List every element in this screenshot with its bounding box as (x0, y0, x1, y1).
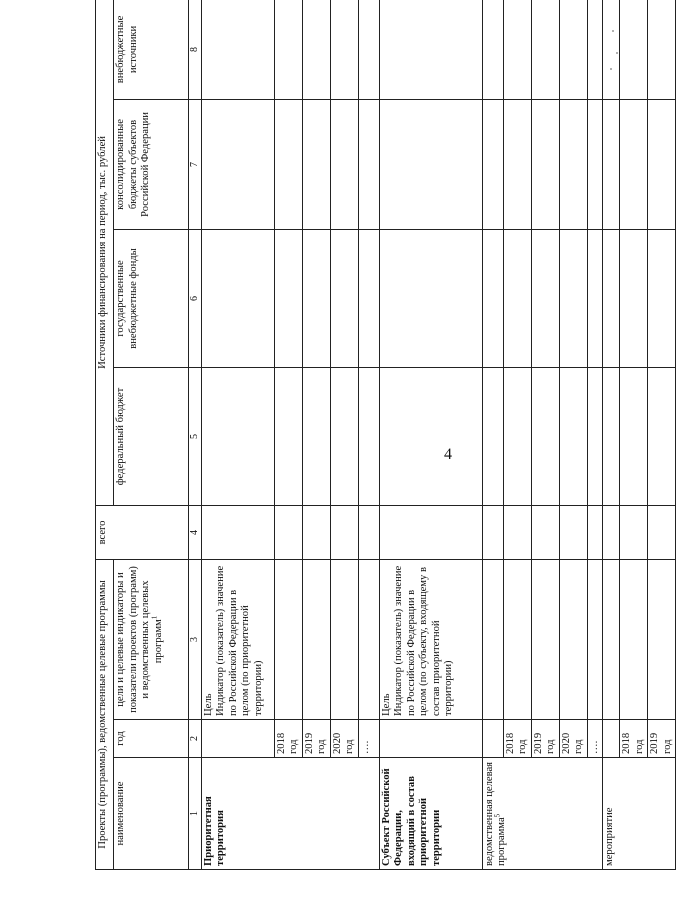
row-program-name (482, 758, 603, 870)
column-number: 5 (189, 367, 202, 505)
table-cell (531, 367, 559, 505)
table-cell (379, 229, 482, 367)
table-cell (358, 367, 379, 505)
table-cell (603, 367, 620, 505)
table-cell (201, 367, 274, 505)
table-cell (201, 0, 274, 99)
year-cell: 2018 год (274, 720, 302, 758)
table-cell (379, 0, 482, 99)
table-cell (531, 505, 559, 559)
year-cell: 2019 год (302, 720, 330, 758)
table-cell (330, 0, 358, 99)
column-number: 4 (189, 505, 202, 559)
table-cell (587, 229, 603, 367)
year-cell: 2018 год (620, 720, 648, 758)
table-cell (358, 559, 379, 719)
table-cell (559, 367, 587, 505)
table-cell (531, 0, 559, 99)
table-cell (603, 505, 620, 559)
header-group-sources: Источники финансирования на период, тыс. рублей (96, 0, 114, 505)
table-cell (379, 505, 482, 559)
table-cell (603, 0, 620, 99)
table-cell (620, 367, 648, 505)
table-cell (503, 505, 531, 559)
column-number: 1 (189, 758, 202, 870)
header-goals-text: цели и целевые индикаторы и показатели проектов (программ) и ведомственных целевых программ (115, 566, 164, 713)
footnote-marker: 1 (149, 615, 158, 620)
row-territory-goal (201, 559, 274, 719)
table-cell (559, 505, 587, 559)
table-cell (201, 720, 274, 758)
table-cell (587, 99, 603, 229)
table-cell (603, 229, 620, 367)
table-cell (358, 505, 379, 559)
header-extra: внебюджетные источники (114, 0, 189, 99)
table-cell (559, 0, 587, 99)
table-cell (302, 229, 330, 367)
table-cell (302, 505, 330, 559)
table-cell (587, 505, 603, 559)
financing-table (95, 0, 676, 870)
table-cell (379, 720, 482, 758)
table-cell (302, 559, 330, 719)
goal-label: Цель (380, 693, 392, 716)
goal-text: Индикатор (показатель) значение по Российской Федерации в целом (по приоритетной территории) (215, 565, 264, 716)
table-cell (302, 367, 330, 505)
table-cell (648, 99, 676, 229)
table-cell (648, 505, 676, 559)
table-cell (201, 99, 274, 229)
table-cell (358, 229, 379, 367)
year-cell: …. (587, 720, 603, 758)
table-cell (482, 559, 503, 719)
table-cell (274, 367, 302, 505)
header-goals (114, 559, 189, 719)
table-cell (648, 367, 676, 505)
goal-label: Цель (202, 693, 214, 716)
goal-text: Индикатор (показатель) значение по Российской Федерации в целом (по субъекту, входящему в состав приоритетной территории) (393, 565, 455, 716)
table-cell (587, 367, 603, 505)
table-cell (603, 559, 620, 719)
row-measure-name: мероприятие (603, 758, 676, 870)
rotated-table-wrapper (95, 0, 673, 870)
table-cell (503, 559, 531, 719)
column-number: 8 (189, 0, 202, 99)
column-number: 3 (189, 559, 202, 719)
table-cell (620, 99, 648, 229)
table-cell (482, 229, 503, 367)
table-cell (503, 229, 531, 367)
year-cell: 2018 год (503, 720, 531, 758)
column-number: 6 (189, 229, 202, 367)
row-territory-name: Приоритетная территория (201, 758, 379, 870)
table-cell (274, 505, 302, 559)
page-number: 4 (444, 446, 452, 463)
table-cell (482, 367, 503, 505)
table-cell (531, 559, 559, 719)
table-cell (559, 559, 587, 719)
table-cell (620, 229, 648, 367)
table-cell (648, 229, 676, 367)
table-cell (274, 99, 302, 229)
table-cell (379, 367, 482, 505)
table-cell (201, 505, 274, 559)
table-cell (482, 0, 503, 99)
table-cell (330, 367, 358, 505)
program-name-text: ведомственная целевая программа (483, 761, 508, 866)
header-funds: государственные внебюджетные фонды (114, 229, 189, 367)
table-cell (620, 0, 648, 99)
table-cell (603, 720, 620, 758)
table-cell (274, 229, 302, 367)
table-cell (648, 559, 676, 719)
year-cell: 2019 год (648, 720, 676, 758)
table-cell (330, 505, 358, 559)
table-cell (503, 0, 531, 99)
table-cell (302, 99, 330, 229)
table-cell (330, 559, 358, 719)
header-year: год (114, 720, 189, 758)
year-cell: 2019 год (531, 720, 559, 758)
table-cell (503, 367, 531, 505)
row-subject-name: Субъект Российской Федерации, входящий в состав приоритетной территории (379, 758, 482, 870)
table-cell (620, 505, 648, 559)
year-cell: …. (358, 720, 379, 758)
table-cell (531, 99, 559, 229)
table-cell (201, 229, 274, 367)
table-cell (482, 720, 503, 758)
table-cell (482, 505, 503, 559)
table-cell (620, 559, 648, 719)
table-cell (559, 99, 587, 229)
column-number: 7 (189, 99, 202, 229)
table-cell (603, 99, 620, 229)
column-number: 2 (189, 720, 202, 758)
table-cell (358, 0, 379, 99)
table-cell (559, 229, 587, 367)
table-cell (302, 0, 330, 99)
table-cell (531, 229, 559, 367)
header-federal: федеральный бюджет (114, 367, 189, 505)
table-cell (379, 99, 482, 229)
header-regional: консолидированные бюджеты субъектов Российской Федерации (114, 99, 189, 229)
header-name: наименование (114, 758, 189, 870)
header-group-projects: Проекты (программы), ведомственные целевые программы (96, 559, 114, 869)
table-cell (648, 0, 676, 99)
table-cell (274, 0, 302, 99)
table-cell (330, 229, 358, 367)
year-cell: 2020 год (330, 720, 358, 758)
table-cell (587, 0, 603, 99)
table-cell (330, 99, 358, 229)
table-cell (358, 99, 379, 229)
row-subject-goal (379, 559, 482, 719)
year-cell: 2020 год (559, 720, 587, 758)
table-cell (274, 559, 302, 719)
footnote-marker: 5 (493, 813, 502, 818)
table-cell (503, 99, 531, 229)
table-cell (482, 99, 503, 229)
table-cell (587, 559, 603, 719)
header-total: всего (96, 505, 189, 559)
